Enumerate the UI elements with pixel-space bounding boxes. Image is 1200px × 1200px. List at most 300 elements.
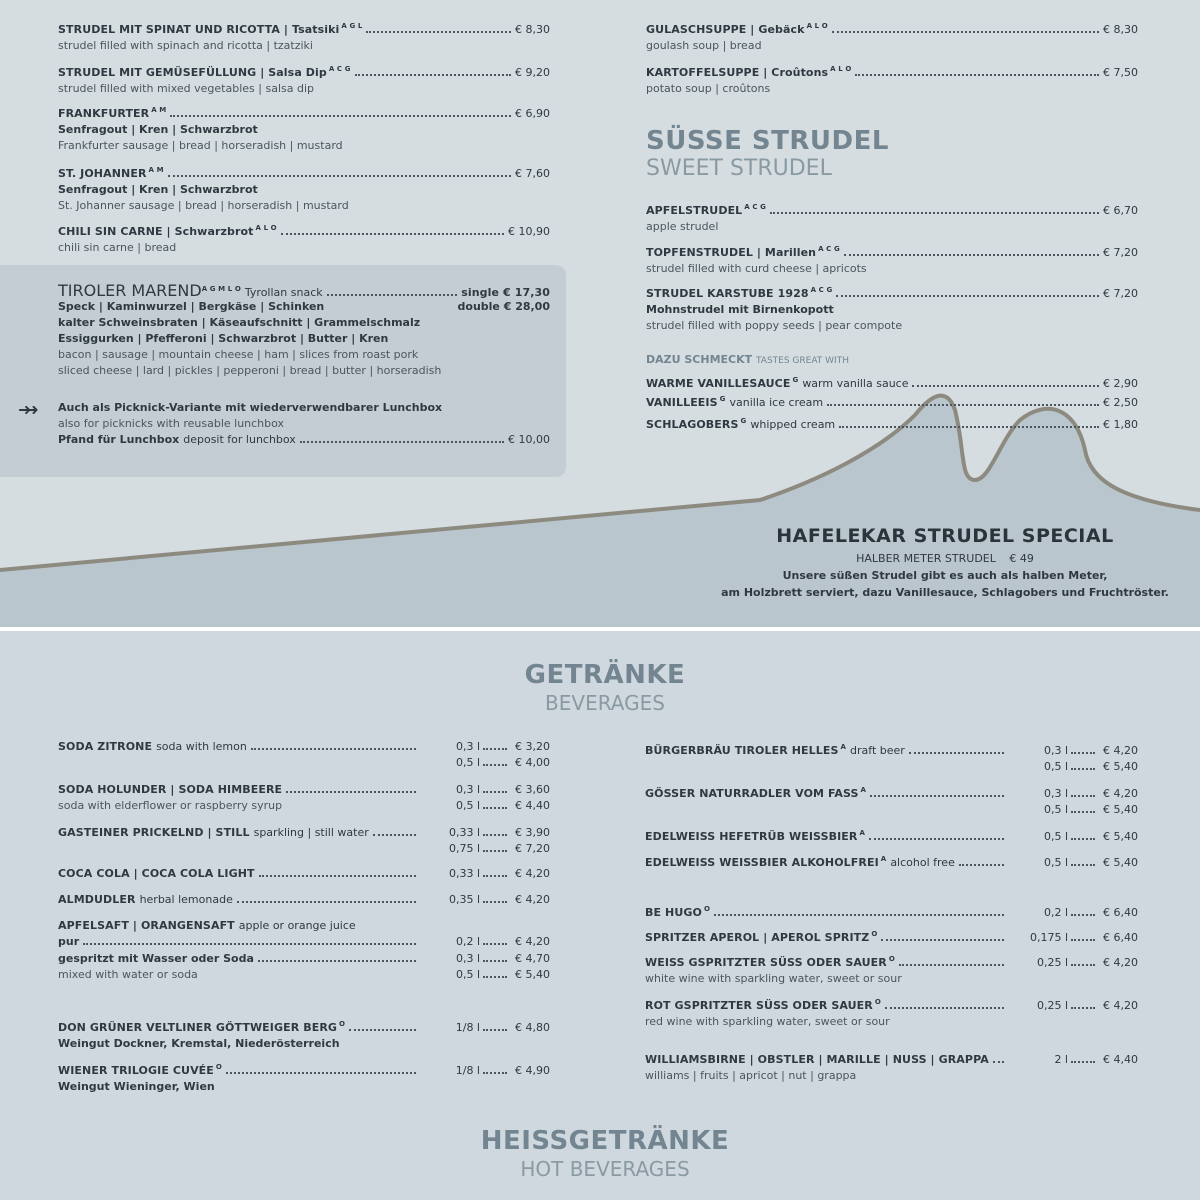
beverages-title: GETRÄNKE xyxy=(524,660,686,690)
marend-desc: sliced cheese | lard | pickles | pepperoni | bread | butter | horseradish xyxy=(58,363,442,377)
hot-title: HEISSGETRÄNKE xyxy=(480,1126,730,1156)
beverage-name: EDELWEISS WEISSBIER ALKOHOLFREI xyxy=(645,855,879,869)
item-en: warm vanilla sauce xyxy=(802,376,909,390)
beverage-volume: 1/8 l xyxy=(455,1063,480,1077)
dot-leader xyxy=(714,914,1004,916)
menu-item xyxy=(58,162,550,214)
item-price: € 7,50 xyxy=(1103,65,1138,79)
item-price: € 6,70 xyxy=(1103,203,1138,217)
item-desc: Frankfurter sausage | bread | horseradish | mustard xyxy=(58,138,343,152)
dot-leader xyxy=(483,834,507,836)
allergen-code: A L O xyxy=(806,22,828,30)
beverage-sub: Weingut Wieninger, Wien xyxy=(58,1079,215,1093)
beverage-item xyxy=(58,934,550,950)
allergen-code: O xyxy=(888,955,895,963)
beverage-item xyxy=(645,994,1138,1030)
dot-leader xyxy=(770,212,1099,214)
beverage-volume: 0,175 l xyxy=(1029,930,1068,944)
beverage-row xyxy=(58,798,550,814)
marend-line: kalter Schweinsbraten | Käseaufschnitt | Grammelschmalz xyxy=(58,315,421,329)
extras-heading xyxy=(646,352,849,369)
beverage-en: herbal lemonade xyxy=(139,893,233,906)
dot-leader xyxy=(237,901,416,903)
marend-line: Speck | Kaminwurzel | Bergkäse | Schinken xyxy=(58,299,325,313)
beverage-name: APFELSAFT | ORANGENSAFT xyxy=(58,919,235,932)
beverage-name: WEISS GSPRITZTER SÜSS ODER SAUER xyxy=(645,955,887,969)
item-name: TOPFENSTRUDEL | Marillen xyxy=(646,245,817,259)
dot-leader xyxy=(251,748,416,750)
allergen-code xyxy=(718,391,726,411)
beverage-en: sparkling | still water xyxy=(253,826,369,839)
dot-leader xyxy=(885,1007,1004,1009)
beverage-item xyxy=(645,825,1138,845)
dot-leader xyxy=(483,901,507,903)
dot-leader xyxy=(912,385,1099,387)
item-price: € 7,60 xyxy=(515,166,550,180)
dot-leader xyxy=(349,1029,416,1031)
beverage-volume: 0,5 l xyxy=(1043,802,1068,816)
picnic-block xyxy=(58,400,550,448)
allergen-code: O xyxy=(871,930,878,938)
dot-leader xyxy=(286,791,416,793)
beverage-row xyxy=(645,951,1138,971)
menu-item-row xyxy=(58,61,550,81)
dot-leader xyxy=(483,1029,507,1031)
item-price: € 8,30 xyxy=(515,22,550,36)
picnic-en: also for picknicks with reusable lunchbox xyxy=(58,417,285,430)
dot-leader xyxy=(483,943,507,945)
beverage-price: € 5,40 xyxy=(1103,759,1138,773)
beverage-volume: 0,35 l xyxy=(448,893,480,906)
allergen-code xyxy=(337,1016,345,1036)
beverage-en: alcohol free xyxy=(890,855,955,869)
dot-leader xyxy=(226,1072,416,1074)
beverage-volume: 0,3 l xyxy=(455,952,480,965)
item-sub: Mohnstrudel mit Birnenkopott xyxy=(646,302,834,316)
beverage-volume: 0,5 l xyxy=(455,756,480,769)
beverage-volume: 0,5 l xyxy=(455,968,480,981)
item-price: € 2,90 xyxy=(1103,376,1138,390)
allergen-code: A M xyxy=(148,166,164,174)
dot-leader xyxy=(1071,768,1095,770)
allergen-code xyxy=(828,61,851,81)
menu-item xyxy=(646,18,1138,54)
dot-leader xyxy=(259,875,416,877)
beverage-price: € 4,40 xyxy=(515,799,550,812)
item-desc: strudel filled with spinach and ricotta | tzatziki xyxy=(58,38,313,52)
allergen-code: A L O xyxy=(255,224,277,232)
menu-item xyxy=(58,61,550,97)
beverage-desc: soda with elderflower or raspberry syrup xyxy=(58,799,283,812)
beverage-item xyxy=(645,782,1138,818)
beverage-price: € 4,00 xyxy=(515,756,550,769)
item-name: STRUDEL MIT GEMÜSEFÜLLUNG | Salsa Dip xyxy=(58,65,327,79)
beverage-sub: Weingut Dockner, Kremstal, Niederösterreich xyxy=(58,1036,340,1050)
dot-leader xyxy=(483,960,507,962)
beverage-name: GASTEINER PRICKELND | STILL xyxy=(58,826,250,839)
allergen-code: A xyxy=(880,855,887,863)
beverage-volume: 0,2 l xyxy=(1043,905,1068,919)
beverage-volume: 0,5 l xyxy=(1043,759,1068,773)
menu-item xyxy=(58,220,550,256)
item-en: whipped cream xyxy=(750,417,836,431)
beverage-name: WILLIAMSBIRNE | OBSTLER | MARILLE | NUSS | GRAPPA xyxy=(645,1053,989,1066)
beverage-desc: white wine with sparkling water, sweet or sour xyxy=(645,971,902,985)
dot-leader xyxy=(836,295,1099,297)
beverage-item xyxy=(58,782,550,814)
beverage-price: € 4,20 xyxy=(1103,743,1138,757)
beverage-price: € 5,40 xyxy=(515,968,550,981)
dot-leader xyxy=(483,807,507,809)
menu-item xyxy=(646,199,1138,235)
item-name: WARME VANILLESAUCE xyxy=(646,376,791,390)
allergen-code xyxy=(739,413,747,433)
item-price: € 8,30 xyxy=(1103,22,1138,36)
beverage-price: € 7,20 xyxy=(515,842,550,855)
allergen-code: A M xyxy=(151,106,167,114)
beverage-item xyxy=(58,866,550,882)
menu-item-row xyxy=(646,413,1138,433)
beverage-row xyxy=(58,866,550,882)
extras-title: DAZU SCHMECKT xyxy=(646,353,753,366)
beverage-price: € 5,40 xyxy=(1103,802,1138,816)
dot-leader xyxy=(366,31,511,33)
allergen-code xyxy=(702,901,710,921)
beverage-price: € 3,20 xyxy=(515,740,550,753)
allergen-code xyxy=(790,372,798,392)
menu-item xyxy=(646,413,1138,433)
menu-item xyxy=(646,282,1138,334)
dot-leader xyxy=(1071,752,1095,754)
beverage-row xyxy=(645,994,1138,1014)
beverage-volume: 0,5 l xyxy=(1043,829,1068,843)
beverage-item xyxy=(645,951,1138,987)
beverage-row xyxy=(645,901,1138,921)
item-price: € 1,80 xyxy=(1103,417,1138,431)
special-line2: Unsere süßen Strudel gibt es auch als halben Meter, xyxy=(782,569,1108,582)
beverage-name: SPRITZER APEROL | APEROL SPRITZ xyxy=(645,930,870,944)
dot-leader xyxy=(1071,964,1095,966)
allergen-code: A G L xyxy=(341,22,363,30)
beverage-item xyxy=(58,1059,550,1095)
dot-leader xyxy=(1071,1061,1095,1063)
menu-item xyxy=(646,61,1138,97)
beverage-row xyxy=(58,755,550,771)
allergen-code xyxy=(873,994,881,1014)
allergen-code: O xyxy=(703,905,711,913)
beverage-volume: 0,3 l xyxy=(1043,786,1068,800)
item-name: ST. JOHANNER xyxy=(58,166,147,180)
beverage-name: ROT GSPRITZTER SÜSS ODER SAUER xyxy=(645,998,873,1012)
dot-leader xyxy=(881,939,1004,941)
menu-item xyxy=(646,372,1138,392)
dot-leader xyxy=(483,791,507,793)
dot-leader xyxy=(170,115,511,117)
sweet-title: SÜSSE STRUDEL xyxy=(646,126,889,156)
beverage-volume: 0,2 l xyxy=(455,935,480,948)
special-price: € 49 xyxy=(1009,552,1034,565)
item-desc: strudel filled with poppy seeds | pear compote xyxy=(646,318,903,332)
dot-leader xyxy=(168,175,511,177)
allergen-code: A xyxy=(859,829,865,837)
beverage-volume: 0,25 l xyxy=(1036,955,1068,969)
beverage-name: BÜRGERBRÄU TIROLER HELLES xyxy=(645,743,839,757)
beverage-item xyxy=(645,851,1138,871)
menu-item-row xyxy=(58,162,550,182)
beverage-price: € 3,60 xyxy=(515,783,550,796)
beverage-name: WIENER TRILOGIE CUVÉE xyxy=(58,1063,214,1077)
dot-leader xyxy=(909,752,1004,754)
allergen-code: A xyxy=(860,786,867,794)
dot-leader xyxy=(483,875,507,877)
item-en: vanilla ice cream xyxy=(729,395,824,409)
allergen-code: O xyxy=(874,998,881,1006)
beverage-desc: mixed with water or soda xyxy=(58,968,198,981)
beverage-en: soda with lemon xyxy=(156,740,247,753)
marend-block xyxy=(58,281,550,379)
beverage-volume: 2 l xyxy=(1054,1053,1068,1066)
beverage-row xyxy=(58,967,550,983)
item-price: € 9,20 xyxy=(515,65,550,79)
menu-item-row xyxy=(58,220,550,240)
beverage-item xyxy=(58,892,550,908)
allergen-code xyxy=(879,851,887,871)
item-price: € 7,20 xyxy=(1103,286,1138,300)
extras-subtitle: TASTES GREAT WITH xyxy=(756,356,849,366)
beverage-row xyxy=(58,841,550,857)
item-price: € 10,90 xyxy=(508,224,550,238)
dot-leader xyxy=(281,233,504,235)
item-price: € 7,20 xyxy=(1103,245,1138,259)
dot-leader xyxy=(1071,838,1095,840)
beverage-price: € 4,20 xyxy=(1103,955,1138,969)
beverage-item xyxy=(58,739,550,771)
menu-item-row xyxy=(646,282,1138,302)
item-desc: chili sin carne | bread xyxy=(58,240,177,254)
allergen-code xyxy=(149,102,166,122)
allergen-code xyxy=(859,782,867,802)
dot-leader xyxy=(1071,939,1095,941)
dot-leader xyxy=(1071,864,1095,866)
beverage-name: DON GRÜNER VELTLINER GÖTTWEIGER BERG xyxy=(58,1020,338,1034)
beverage-row xyxy=(645,739,1138,759)
beverage-item xyxy=(58,825,550,857)
item-name: STRUDEL MIT SPINAT UND RICOTTA | Tsatsiki xyxy=(58,22,340,36)
beverage-row xyxy=(58,951,550,967)
beverage-volume: 0,75 l xyxy=(448,842,480,855)
dot-leader xyxy=(899,964,1004,966)
allergen-code: A C G xyxy=(818,245,840,253)
beverage-name: COCA COLA | COCA COLA LIGHT xyxy=(58,867,255,880)
menu-item xyxy=(646,241,1138,277)
allergen-code: G xyxy=(792,376,799,384)
beverage-price: € 6,40 xyxy=(1103,930,1138,944)
picnic-text: Auch als Picknick-Variante mit wiederverwendbarer Lunchbox xyxy=(58,401,443,414)
item-name: VANILLEEIS xyxy=(646,395,718,409)
beverage-desc: williams | fruits | apricot | nut | grappa xyxy=(645,1069,857,1082)
menu-item xyxy=(58,102,550,154)
dot-leader xyxy=(832,31,1099,33)
beverage-item xyxy=(645,1052,1138,1084)
allergen-code xyxy=(147,162,164,182)
allergen-code: A L O xyxy=(830,65,852,73)
beverage-item xyxy=(58,1016,550,1052)
beverage-item xyxy=(645,901,1138,921)
deposit-en: deposit for lunchbox xyxy=(183,433,296,446)
marend-line: Essiggurken | Pfefferoni | Schwarzbrot | Butter | Kren xyxy=(58,331,389,345)
item-name: STRUDEL KARSTUBE 1928 xyxy=(646,286,809,300)
dot-leader xyxy=(1071,811,1095,813)
beverage-item xyxy=(645,739,1138,775)
beverage-price: € 4,80 xyxy=(515,1020,550,1034)
allergen-code xyxy=(816,241,840,261)
item-desc: strudel filled with curd cheese | apricots xyxy=(646,261,867,275)
allergen-code xyxy=(214,1059,222,1079)
dot-leader xyxy=(355,74,511,76)
dot-leader xyxy=(258,960,416,962)
beverage-price: € 4,20 xyxy=(1103,998,1138,1012)
allergen-code: G xyxy=(719,395,726,403)
beverage-name: ALMDUDLER xyxy=(58,893,136,906)
item-price: € 6,90 xyxy=(515,106,550,120)
beverage-price: € 5,40 xyxy=(1103,829,1138,843)
allergen-code: O xyxy=(215,1063,222,1071)
beverage-row xyxy=(58,1016,550,1036)
marend-title: TIROLER MAREND xyxy=(58,280,202,300)
menu-item xyxy=(646,391,1138,411)
dot-leader xyxy=(483,976,507,978)
beverage-row xyxy=(645,802,1138,818)
item-desc: strudel filled with mixed vegetables | salsa dip xyxy=(58,81,314,95)
item-name: GULASCHSUPPE | Gebäck xyxy=(646,22,805,36)
beverage-price: € 6,40 xyxy=(1103,905,1138,919)
beverage-row xyxy=(58,1059,550,1079)
beverage-name: SODA ZITRONE xyxy=(58,740,153,753)
menu-item-row xyxy=(646,61,1138,81)
beverage-volume: 0,3 l xyxy=(1043,743,1068,757)
deposit-label: Pfand für Lunchbox xyxy=(58,433,180,446)
beverage-item xyxy=(58,918,550,934)
allergen-code: A C G xyxy=(328,65,351,73)
beverage-name: EDELWEISS HEFETRÜB WEISSBIER xyxy=(645,829,858,843)
item-name: SCHLAGOBERS xyxy=(646,417,739,431)
dot-leader xyxy=(855,74,1099,76)
beverage-price: € 4,20 xyxy=(515,893,550,906)
item-sub: Senfragout | Kren | Schwarzbrot xyxy=(58,182,258,196)
hot-heading xyxy=(450,1126,760,1182)
beverage-volume: 1/8 l xyxy=(455,1020,480,1034)
item-desc: apple strudel xyxy=(646,219,719,233)
allergen-code xyxy=(327,61,351,81)
marend-en: Tyrollan snack xyxy=(244,285,323,299)
beverage-volume: 0,33 l xyxy=(448,826,480,839)
allergen-code: A xyxy=(840,743,847,751)
marend-single-price: single € 17,30 xyxy=(461,285,550,299)
menu-item-row xyxy=(58,102,550,122)
beverage-row xyxy=(58,825,550,841)
allergen-code xyxy=(742,199,766,219)
beverages-heading xyxy=(450,660,760,716)
menu-item-row xyxy=(58,18,550,38)
allergen-code: A G M L O xyxy=(201,285,241,293)
dot-leader xyxy=(373,834,416,836)
allergen-code: O xyxy=(339,1020,346,1028)
beverage-name: SODA HOLUNDER | SODA HIMBEERE xyxy=(58,783,283,796)
dot-leader xyxy=(993,1061,1004,1063)
deposit-price: € 10,00 xyxy=(508,433,550,446)
beverage-row xyxy=(58,934,550,950)
allergen-code xyxy=(809,282,833,302)
menu-item-row xyxy=(646,199,1138,219)
beverage-row xyxy=(645,926,1138,946)
dot-leader xyxy=(869,838,1004,840)
beverage-en: draft beer xyxy=(850,743,905,757)
dot-leader xyxy=(483,748,507,750)
special-line3: am Holzbrett serviert, dazu Vanillesauce, Schlagobers und Fruchtröster. xyxy=(721,586,1169,599)
hot-subtitle: HOT BEVERAGES xyxy=(520,1157,690,1181)
beverage-row xyxy=(645,1052,1138,1068)
beverage-item xyxy=(645,926,1138,946)
beverage-name: BE HUGO xyxy=(645,905,702,919)
beverage-price: € 4,20 xyxy=(1103,786,1138,800)
dot-leader xyxy=(483,764,507,766)
beverage-row xyxy=(58,918,550,934)
beverage-price: € 4,70 xyxy=(515,952,550,965)
beverage-volume: 0,3 l xyxy=(455,783,480,796)
beverage-row xyxy=(645,759,1138,775)
dot-leader xyxy=(1071,914,1095,916)
marend-desc: bacon | sausage | mountain cheese | ham | slices from roast pork xyxy=(58,347,419,361)
beverage-volume: 0,5 l xyxy=(455,799,480,812)
menu-item-row xyxy=(646,241,1138,261)
allergen-code: G xyxy=(740,417,747,425)
sweet-subtitle: SWEET STRUDEL xyxy=(646,156,832,181)
dot-leader xyxy=(1071,1007,1095,1009)
allergen-code xyxy=(254,220,277,240)
beverage-name: gespritzt mit Wasser oder Soda xyxy=(58,952,254,965)
beverage-en: apple or orange juice xyxy=(238,919,356,932)
menu-item-row xyxy=(646,391,1138,411)
item-name: APFELSTRUDEL xyxy=(646,203,743,217)
dot-leader xyxy=(483,850,507,852)
item-name: FRANKFURTER xyxy=(58,106,150,120)
item-name: CHILI SIN CARNE | Schwarzbrot xyxy=(58,224,254,238)
beverage-price: € 4,20 xyxy=(515,935,550,948)
beverage-volume: 0,33 l xyxy=(448,867,480,880)
item-desc: St. Johanner sausage | bread | horseradish | mustard xyxy=(58,198,349,212)
item-price: € 2,50 xyxy=(1103,395,1138,409)
allergen-code xyxy=(887,951,895,971)
beverage-row xyxy=(58,739,550,755)
dot-leader xyxy=(1071,795,1095,797)
allergen-code xyxy=(339,18,362,38)
beverage-row xyxy=(645,782,1138,802)
strudel-special xyxy=(700,522,1190,601)
dot-leader xyxy=(844,254,1099,256)
beverage-row xyxy=(645,851,1138,871)
beverage-row xyxy=(58,782,550,798)
menu-item-row xyxy=(646,372,1138,392)
special-line1: HALBER METER STRUDEL xyxy=(856,552,996,565)
beverage-price: € 3,90 xyxy=(515,826,550,839)
beverage-row xyxy=(58,892,550,908)
menu-item-row xyxy=(646,18,1138,38)
item-sub: Senfragout | Kren | Schwarzbrot xyxy=(58,122,258,136)
allergen-code xyxy=(857,825,865,845)
item-desc: goulash soup | bread xyxy=(646,38,762,52)
beverage-name: pur xyxy=(58,935,80,948)
marend-double-price: double € 28,00 xyxy=(457,299,550,313)
